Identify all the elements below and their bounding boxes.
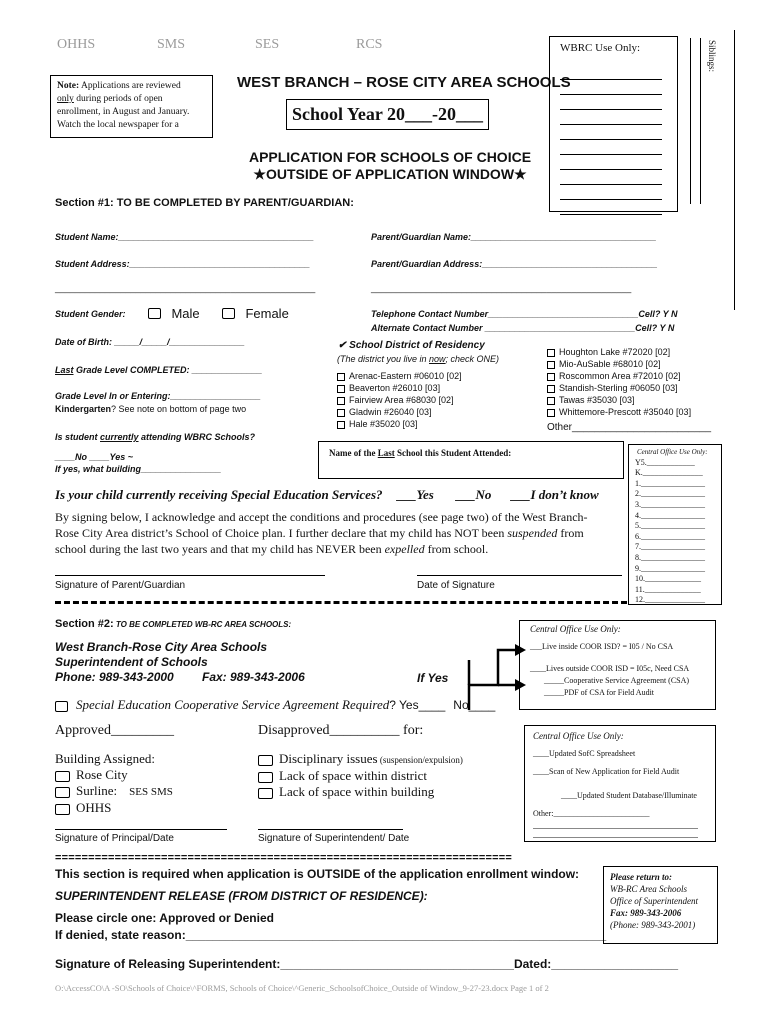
district-option[interactable] bbox=[337, 418, 462, 430]
male-label: Male bbox=[171, 306, 200, 321]
return-title: Please return to: bbox=[610, 872, 672, 882]
parent-name-field[interactable]: Parent/Guardian Name:_____________________________________ bbox=[371, 232, 657, 242]
consent-suspended: suspended bbox=[507, 526, 558, 540]
co3-item-scan[interactable]: ____Scan of New Application for Field Audit bbox=[533, 767, 680, 776]
consent-expelled: expelled bbox=[384, 542, 425, 556]
return-line-office: Office of Superintendent bbox=[610, 896, 698, 906]
right-margin-rule bbox=[734, 30, 735, 310]
double-divider: ===================================================================== bbox=[55, 852, 513, 864]
attending-no-yes[interactable]: ____No ____Yes ~ bbox=[55, 452, 133, 462]
checkbox-icon[interactable] bbox=[258, 755, 273, 766]
denied-reason-field[interactable]: If denied, state reason:_______________________________________________________________ bbox=[55, 928, 607, 942]
grade-9-line[interactable]: 9.________________ bbox=[635, 563, 705, 573]
attending-q-currently: currently bbox=[100, 432, 139, 442]
checkbox-icon[interactable] bbox=[55, 771, 70, 782]
co3-item-other[interactable]: Other:________________________ bbox=[533, 809, 650, 818]
residency-sub-post: ; check ONE) bbox=[445, 354, 500, 364]
building-label: OHHS bbox=[76, 800, 112, 815]
section-divider-dashed bbox=[55, 601, 627, 604]
principal-signature-line[interactable] bbox=[55, 829, 227, 830]
male-checkbox[interactable] bbox=[148, 308, 161, 319]
student-name-field[interactable]: Student Name:_______________________________________ bbox=[55, 232, 314, 242]
parent-address-field[interactable]: Parent/Guardian Address:___________________________________ bbox=[371, 259, 658, 269]
app-title-line-2: ★OUTSIDE OF APPLICATION WINDOW★ bbox=[253, 166, 527, 182]
building-label: Rose City bbox=[76, 767, 128, 782]
district-label: Hale #35020 [03] bbox=[349, 419, 418, 429]
grade-4-line[interactable]: 4.________________ bbox=[635, 510, 705, 520]
disapproved-field[interactable]: Disapproved__________ for: bbox=[258, 723, 424, 738]
special-ed-yes[interactable]: ___Yes bbox=[397, 487, 434, 502]
checkmark-icon: ✔ bbox=[338, 340, 347, 351]
reason-disciplinary[interactable] bbox=[258, 751, 463, 768]
district-option[interactable] bbox=[337, 406, 462, 418]
kindergarten-label: Kindergarten bbox=[55, 404, 112, 414]
dob-field[interactable]: Date of Birth: _____/_____/_______________ bbox=[55, 337, 245, 347]
district-option[interactable] bbox=[547, 406, 691, 418]
return-line-org: WB-RC Area Schools bbox=[610, 884, 687, 894]
grade-2-line[interactable]: 2.________________ bbox=[635, 489, 705, 499]
district-option[interactable] bbox=[547, 382, 691, 394]
attending-building[interactable]: If yes, what building________________ bbox=[55, 464, 222, 474]
checkbox-icon[interactable] bbox=[258, 788, 273, 799]
note-line-1: Applications are reviewed bbox=[79, 81, 181, 91]
attending-question bbox=[55, 432, 255, 442]
district-other-field[interactable]: Other_________________________ bbox=[547, 422, 712, 433]
grade-y5-line[interactable]: Y5.____________ bbox=[635, 457, 695, 467]
residency-sub-pre: (The district you live in bbox=[337, 354, 430, 364]
district-label: Houghton Lake #72020 [02] bbox=[559, 347, 671, 357]
residency-title-text: School District of Residency bbox=[349, 340, 485, 351]
checkbox-icon[interactable] bbox=[337, 385, 345, 393]
residency-subtitle bbox=[337, 354, 499, 364]
grade-11-line[interactable]: 11.______________ bbox=[635, 584, 701, 594]
district-option[interactable] bbox=[547, 394, 691, 406]
telephone-field[interactable]: Telephone Contact Number______________________________Cell? Y N bbox=[371, 309, 678, 319]
section1-heading: Section #1: TO BE COMPLETED BY PARENT/GUARDIAN: bbox=[55, 197, 354, 209]
section2-heading bbox=[55, 618, 291, 630]
consent-3a: school during the last two years and that my child has NEVER been bbox=[55, 542, 385, 556]
header-school-rcs: RCS bbox=[356, 37, 383, 52]
principal-signature-label: Signature of Principal/Date bbox=[55, 833, 174, 844]
district-list-right bbox=[547, 346, 691, 418]
parent-address-line-2[interactable]: ____________________________________________________ bbox=[371, 283, 632, 293]
checkbox-icon[interactable] bbox=[258, 772, 273, 783]
grade-5-line[interactable]: 5.________________ bbox=[635, 521, 705, 531]
grade-6-line[interactable]: 6.________________ bbox=[635, 531, 705, 541]
student-address-line-2[interactable]: ____________________________________________________ bbox=[55, 283, 316, 293]
building-assigned-label: Building Assigned: bbox=[55, 751, 156, 766]
parent-signature-label: Signature of Parent/Guardian bbox=[55, 580, 186, 591]
checkbox-icon[interactable] bbox=[337, 397, 345, 405]
siblings-line-2 bbox=[700, 38, 701, 204]
date-signature-label: Date of Signature bbox=[417, 580, 495, 591]
district-label: Tawas #35030 [03] bbox=[559, 395, 635, 405]
checkbox-icon[interactable] bbox=[337, 409, 345, 417]
school-year-box: School Year 20___-20___ bbox=[286, 99, 489, 130]
reason-label: Lack of space within building bbox=[279, 784, 435, 799]
wbrc-use-title: WBRC Use Only: bbox=[560, 42, 641, 54]
required-note: This section is required when application is OUTSIDE of the application enrollment window: bbox=[55, 867, 580, 881]
section2-heading-label: Section #2: bbox=[55, 618, 114, 630]
building-ohhs[interactable] bbox=[55, 800, 173, 816]
kindergarten-note: ? See note on bottom of page two bbox=[111, 404, 247, 414]
surline-sub-label: SES SMS bbox=[129, 786, 173, 798]
district-option[interactable] bbox=[337, 370, 462, 382]
checkbox-icon[interactable] bbox=[547, 349, 555, 357]
building-label: Surline: bbox=[76, 783, 118, 798]
app-title-line-1: APPLICATION FOR SCHOOLS OF CHOICE bbox=[248, 149, 532, 165]
checkbox-icon[interactable] bbox=[55, 804, 70, 815]
superintendent-label: Superintendent of Schools bbox=[55, 655, 208, 669]
circle-approved-denied[interactable]: Please circle one: Approved or Denied bbox=[55, 911, 274, 925]
reason-label: Disciplinary issues bbox=[279, 751, 378, 766]
attending-q-post: attending WBRC Schools? bbox=[138, 432, 256, 442]
district-title: WEST BRANCH – ROSE CITY AREA SCHOOLS bbox=[237, 74, 571, 91]
agreement-checkbox[interactable] bbox=[55, 701, 68, 712]
section2-phone: Phone: 989-343-2000 bbox=[55, 670, 174, 684]
attending-q-pre: Is student bbox=[55, 432, 101, 442]
disapproval-reasons bbox=[258, 751, 463, 800]
section2-fax: Fax: 989-343-2006 bbox=[202, 670, 305, 684]
return-to-box bbox=[603, 866, 718, 944]
reason-sub-label: (suspension/expulsion) bbox=[377, 755, 463, 765]
note-only: only bbox=[57, 94, 74, 104]
siblings-line-1 bbox=[690, 38, 691, 204]
consent-line-1: By signing below, I acknowledge and accept the conditions and procedures (see page two) of the West Branch- bbox=[55, 510, 588, 524]
building-assigned bbox=[55, 751, 173, 816]
residency-title bbox=[338, 340, 485, 351]
section2-heading-sub: TO BE COMPLETED WB-RC AREA SCHOOLS: bbox=[113, 620, 292, 629]
footer-file-path: O:\AccessCO\A -SO\Schools of Choice\^FORMS, Schools of Choice\^Generic_SchoolsofChoice_Outside of Window_9-27-23.docx Page 1 of 2 bbox=[55, 983, 549, 993]
note-line-2: during periods of open bbox=[73, 94, 163, 104]
district-label: Fairview Area #68030 [02] bbox=[349, 395, 454, 405]
releasing-superintendent-signature[interactable]: Signature of Releasing Superintendent:___________________________________Dated:___________________ bbox=[55, 957, 679, 971]
special-ed-no[interactable]: ___No bbox=[456, 487, 492, 502]
central-office-box-2 bbox=[519, 620, 716, 710]
central-office-2-title: Central Office Use Only: bbox=[530, 624, 621, 634]
agreement-question bbox=[55, 697, 495, 713]
special-ed-question: Is your child currently receiving Special Education Services? bbox=[55, 487, 383, 502]
grade-1-line[interactable]: 1.________________ bbox=[635, 478, 705, 488]
last-school-pre: Name of the bbox=[329, 448, 378, 458]
checkbox-icon[interactable] bbox=[547, 373, 555, 381]
checkbox-icon[interactable] bbox=[547, 397, 555, 405]
district-label: Gladwin #26040 [03] bbox=[349, 407, 432, 417]
reason-label: Lack of space within district bbox=[279, 768, 428, 783]
last-word: Last bbox=[55, 365, 74, 375]
grade-8-line[interactable]: 8.________________ bbox=[635, 552, 705, 562]
consent-2a: Rose City Area district’s School of Choice plan. I further declare that my child has NOT been bbox=[55, 526, 508, 540]
header-school-ses: SES bbox=[255, 37, 280, 52]
district-label: Beaverton #26010 [03] bbox=[349, 383, 441, 393]
co3-item-database[interactable]: ____Updated Student Database/Illuminate bbox=[561, 791, 697, 800]
note-line-3: enrollment, in August and January. bbox=[57, 107, 190, 117]
district-option[interactable] bbox=[337, 382, 462, 394]
grade-7-line[interactable]: 7.________________ bbox=[635, 542, 705, 552]
special-ed-dont-know[interactable]: ___I don’t know bbox=[511, 487, 599, 502]
checkbox-icon[interactable] bbox=[55, 787, 70, 798]
agreement-no[interactable]: No____ bbox=[453, 698, 496, 712]
district-label: Arenac-Eastern #06010 [02] bbox=[349, 371, 462, 381]
date-signature-line[interactable] bbox=[417, 575, 622, 576]
district-label: Whittemore-Prescott #35040 [03] bbox=[559, 407, 692, 417]
gender-male-option[interactable] bbox=[148, 305, 200, 323]
approved-field[interactable]: Approved_________ bbox=[55, 723, 174, 738]
checkbox-icon[interactable] bbox=[547, 385, 555, 393]
superintendent-signature-line[interactable] bbox=[258, 829, 403, 830]
note-label: Note: bbox=[57, 81, 80, 91]
grade-completed-label: Grade Level COMPLETED: ______________ bbox=[73, 365, 263, 375]
siblings-label: Siblings: bbox=[707, 40, 717, 73]
central-office-1-title: Central Office Use Only: bbox=[637, 448, 708, 456]
if-yes-label: If Yes bbox=[417, 671, 449, 685]
grade-k-line[interactable]: K._______________ bbox=[635, 468, 703, 478]
gender-female-option[interactable] bbox=[222, 305, 289, 323]
checkbox-icon[interactable] bbox=[547, 361, 555, 369]
consent-line-3 bbox=[55, 541, 588, 557]
header-school-ohhs: OHHS bbox=[57, 37, 96, 52]
superintendent-release: SUPERINTENDENT RELEASE (FROM DISTRICT OF RESIDENCE): bbox=[55, 889, 428, 903]
grade-entering-field[interactable]: Grade Level In or Entering:__________________ bbox=[55, 391, 261, 401]
kindergarten-line bbox=[55, 404, 246, 414]
last-school-post: School this Student Attended: bbox=[394, 448, 512, 458]
district-option[interactable] bbox=[337, 394, 462, 406]
co2-item-pdf-csa[interactable]: _____PDF of CSA for Field Audit bbox=[544, 688, 655, 697]
wbrc-use-lines bbox=[560, 65, 662, 215]
reason-space-building[interactable] bbox=[258, 784, 463, 800]
district-label: Standish-Sterling #06050 [03] bbox=[559, 383, 678, 393]
checkbox-icon[interactable] bbox=[337, 373, 345, 381]
central-office-box-3 bbox=[524, 725, 716, 842]
grade-10-line[interactable]: 10.______________ bbox=[635, 574, 701, 584]
gender-label: Student Gender: bbox=[55, 309, 126, 319]
parent-signature-line[interactable] bbox=[55, 575, 325, 576]
consent-2c: from bbox=[557, 526, 584, 540]
consent-line-2 bbox=[55, 525, 588, 541]
return-line-phone: (Phone: 989-343-2001) bbox=[610, 920, 696, 930]
building-surline[interactable] bbox=[55, 783, 173, 800]
district-label: Mio-AuSable #68010 [02] bbox=[559, 359, 661, 369]
female-checkbox[interactable] bbox=[222, 308, 235, 319]
return-line-fax: Fax: 989-343-2006 bbox=[610, 908, 682, 918]
district-option[interactable] bbox=[547, 346, 691, 358]
district-label: Roscommon Area #72010 [02] bbox=[559, 371, 681, 381]
header-school-sms: SMS bbox=[157, 37, 186, 52]
female-label: Female bbox=[245, 306, 289, 321]
residency-sub-now: now bbox=[429, 354, 446, 364]
agreement-yes[interactable]: ? Yes____ bbox=[389, 698, 446, 712]
consent-3c: from school. bbox=[424, 542, 489, 556]
co3-item-spreadsheet[interactable]: ____Updated SofC Spreadsheet bbox=[533, 749, 636, 758]
agreement-question-text: Special Education Cooperative Service Agreement Required bbox=[76, 697, 390, 712]
note-box bbox=[50, 75, 213, 138]
central-office-3-title: Central Office Use Only: bbox=[533, 731, 624, 741]
co2-item-csa[interactable]: _____Cooperative Service Agreement (CSA) bbox=[544, 676, 690, 685]
district-option[interactable] bbox=[547, 358, 691, 370]
alternate-phone-field[interactable]: Alternate Contact Number ______________________________Cell? Y N bbox=[371, 323, 675, 333]
last-school-box[interactable] bbox=[318, 441, 624, 479]
grade-12-line[interactable]: 12._______________ bbox=[635, 595, 705, 605]
grade-3-line[interactable]: 3.________________ bbox=[635, 499, 705, 509]
grade-completed-field[interactable] bbox=[55, 365, 262, 375]
note-line-4: Watch the local newspaper for a bbox=[57, 120, 179, 130]
reason-space-district[interactable] bbox=[258, 768, 463, 784]
wbrc-use-box bbox=[549, 36, 678, 212]
checkbox-icon[interactable] bbox=[547, 409, 555, 417]
superintendent-signature-label: Signature of Superintendent/ Date bbox=[258, 833, 410, 844]
district-option[interactable] bbox=[547, 370, 691, 382]
central-office-box-1 bbox=[628, 444, 722, 605]
co2-item-live-inside[interactable]: ___Live inside COOR ISD? = I05 / No CSA bbox=[530, 642, 674, 651]
checkbox-icon[interactable] bbox=[337, 421, 345, 429]
district-list-left bbox=[337, 370, 462, 430]
building-rose-city[interactable] bbox=[55, 767, 173, 783]
co2-item-live-outside[interactable]: ____Lives outside COOR ISD = I05c, Need CSA bbox=[530, 664, 690, 673]
section2-contact bbox=[55, 640, 267, 670]
org-name: West Branch-Rose City Area Schools bbox=[55, 640, 268, 654]
last-school-last: Last bbox=[377, 448, 395, 458]
consent-paragraph bbox=[55, 509, 588, 557]
student-address-field[interactable]: Student Address:____________________________________ bbox=[55, 259, 310, 269]
